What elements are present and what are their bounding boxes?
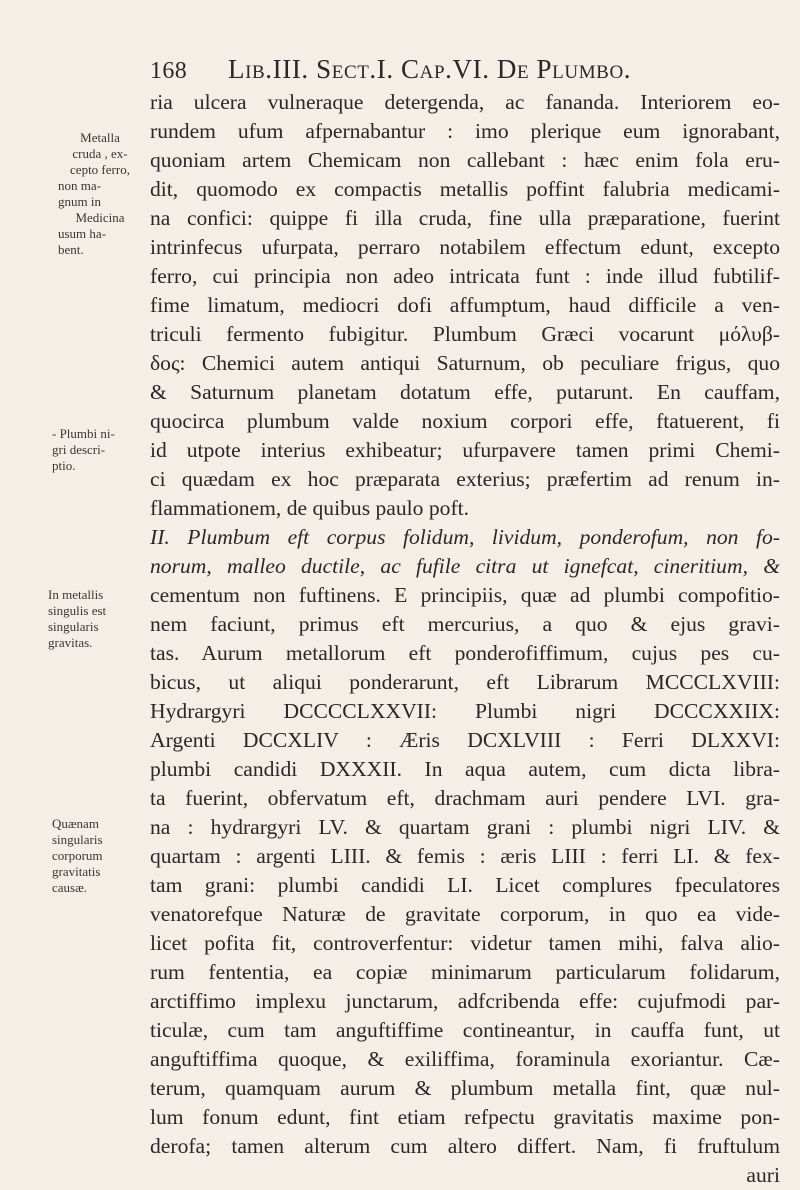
text-line: triculi fermento fubigitur. Plumbum Græci vocarunt μόλυβ- — [150, 322, 780, 346]
margin-note-line: cepto ferro, — [70, 162, 130, 177]
text-line: fime limatum, mediocri dofi affumptum, haud difficile a ven- — [150, 293, 780, 317]
text-line: id utpote interius exhibeatur; ufurpavere tamen primi Chemi- — [150, 438, 780, 462]
text-line: intrinfecus ufurpata, perraro notabilem effectum edunt, excepto — [150, 235, 780, 259]
text-line: II. Plumbum eft corpus folidum, lividum, ponderofum, non fo- — [150, 525, 780, 549]
text-line: tam grani: plumbi candidi LI. Licet complures fpeculatores — [150, 873, 780, 897]
text-line: na confici: quippe fi illa cruda, fine ulla præparatione, fuerint — [150, 206, 780, 230]
text-line: & Saturnum planetam dotatum effe, putarunt. En cauffam, — [150, 380, 780, 404]
margin-note-line: Metalla — [80, 130, 120, 145]
margin-note-metalla-cruda — [58, 130, 150, 258]
margin-note-line: Quænam — [52, 816, 99, 831]
text-line: Hydrargyri DCCCCLXXVII: Plumbi nigri DCCCXXIIX: — [150, 699, 780, 723]
text-line: ta fuerint, obfervatum eft, drachmam auri pendere LVI. gra- — [150, 786, 780, 810]
text-line: plumbi candidi DXXXII. In aqua autem, cum dicta libra- — [150, 757, 780, 781]
margin-note-line: ptio. — [52, 458, 76, 473]
margin-note-gravitas — [48, 587, 140, 651]
text-line: nem faciunt, primus eft mercurius, a quo & ejus gravi- — [150, 612, 780, 636]
margin-note-plumbi-descriptio — [52, 426, 144, 474]
margin-note-line: non ma- — [58, 178, 101, 193]
text-line: ticulæ, cum tam anguftiffime contineantur, in cauffa funt, ut — [150, 1018, 780, 1042]
text-line: derofa; tamen alterum cum altero differt. Nam, fi fruftulum — [150, 1134, 780, 1158]
text-line: quartam : argenti LIII. & femis : æris LIII : ferri LI. & fex- — [150, 844, 780, 868]
text-line: quoniam artem Chemicam non callebant : hæc enim fola eru- — [150, 148, 780, 172]
text-line: tas. Aurum metallorum eft ponderofiffimum, cujus pes cu- — [150, 641, 780, 665]
text-line: quocirca plumbum valde noxium corpori effe, ftatuerent, fi — [150, 409, 780, 433]
text-line: venatorefque Naturæ de gravitate corporum, in quo ea vide- — [150, 902, 780, 926]
margin-note-line: gravitatis — [52, 864, 101, 879]
margin-note-line: causæ. — [52, 880, 88, 895]
text-line: ferro, cui principia non adeo intricata funt : inde illud fubtilif- — [150, 264, 780, 288]
margin-note-line: - Plumbi ni- — [52, 426, 115, 441]
margin-note-line: bent. — [58, 242, 84, 257]
running-title: Lib.III. Sect.I. Cap.VI. De Plumbo. — [228, 54, 632, 84]
margin-note-gravitatis-causae — [52, 816, 144, 896]
page-number: 168 — [150, 58, 188, 84]
text-line: flammationem, de quibus paulo poft. — [150, 496, 470, 520]
body-text — [150, 88, 780, 1190]
margin-note-line: gri descri- — [52, 442, 106, 457]
margin-note-line: usum ha- — [58, 226, 107, 241]
text-line: dit, quomodo ex compactis metallis poffint falubria medicami- — [150, 177, 780, 201]
margin-note-line: singularis — [48, 619, 99, 634]
text-line: ci quædam ex hoc præparata exterius; præfertim ad renum in- — [150, 467, 780, 491]
text-line: na : hydrargyri LV. & quartam grani : plumbi nigri LIV. & — [150, 815, 780, 839]
margin-note-line: In metallis — [48, 587, 104, 602]
text-line: anguftiffima quoque, & exiliffima, foraminula exoriantur. Cæ- — [150, 1047, 780, 1071]
text-line: terum, quamquam aurum & plumbum metalla fint, quæ nul- — [150, 1076, 780, 1100]
margin-note-line: cruda , ex- — [72, 146, 128, 161]
text-line: licet pofita fit, controverfentur: videtur tamen mihi, falva alio- — [150, 931, 780, 955]
text-line: ria ulcera vulneraque detergenda, ac fananda. Interiorem eo- — [150, 90, 780, 114]
margin-note-line: Medicina — [75, 210, 125, 225]
margin-note-line: gnum in — [58, 194, 101, 209]
text-line: norum, malleo ductile, ac fufile citra ut ignefcat, cineritium, & — [150, 554, 780, 578]
text-line: rundem ufum afpernabantur : imo plerique eum ignorabant, — [150, 119, 780, 143]
text-line: Argenti DCCXLIV : Æris DCXLVIII : Ferri DLXXVI: — [150, 728, 780, 752]
text-line: cementum non fuftinens. E principiis, quæ ad plumbi compofitio- — [150, 583, 780, 607]
catchword: auri — [746, 1163, 780, 1187]
text-line: arctiffimo implexu junctarum, adfcribenda effe: cujufmodi par- — [150, 989, 780, 1013]
margin-note-line: singularis — [52, 832, 103, 847]
text-line: δος: Chemici autem antiqui Saturnum, ob peculiare frigus, quo — [150, 351, 780, 375]
text-line: bicus, ut aliqui ponderarunt, eft Librarum MCCCLXVIII: — [150, 670, 780, 694]
margin-note-line: corporum — [52, 848, 103, 863]
text-line: rum fententia, ea copiæ minimarum particularum folidarum, — [150, 960, 780, 984]
margin-note-line: singulis est — [48, 603, 107, 618]
text-line: lum fonum edunt, fint etiam refpectu gravitatis maxime pon- — [150, 1105, 780, 1129]
running-head — [150, 54, 770, 86]
margin-note-line: gravitas. — [48, 635, 93, 650]
